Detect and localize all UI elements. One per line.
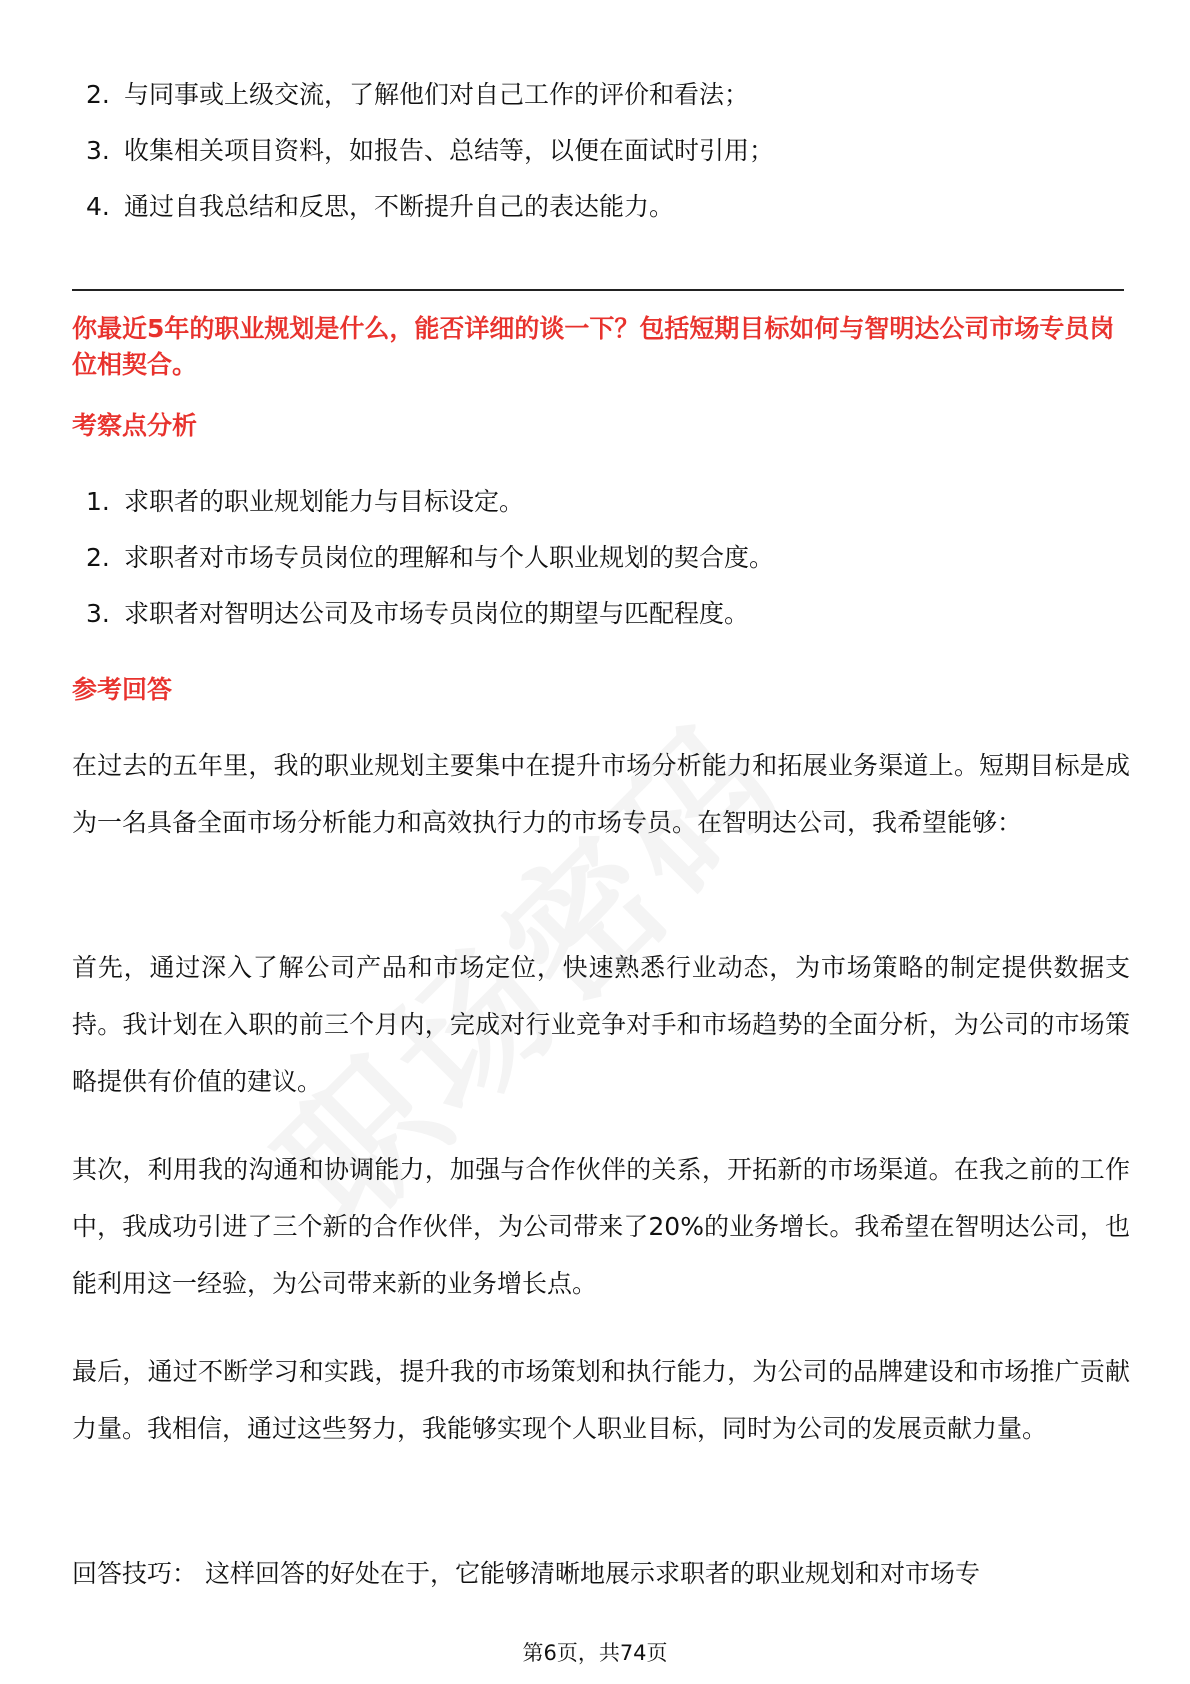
answer-tip-paragraph: 回答技巧： 这样回答的好处在于，它能够清晰地展示求职者的职业规划和对市场专: [72, 1559, 980, 1588]
list-number: 2.: [86, 80, 110, 109]
list-text: 求职者对市场专员岗位的理解和与个人职业规划的契合度。: [124, 543, 775, 572]
list-item: [86, 484, 774, 519]
list-text: 与同事或上级交流，了解他们对自己工作的评价和看法；: [124, 80, 750, 109]
analysis-heading: 考察点分析: [72, 411, 198, 440]
list-item: [86, 540, 774, 575]
analysis-points-list: [86, 484, 774, 652]
interview-question: 你最近5年的职业规划是什么，能否详细的谈一下？包括短期目标如何与智明达公司市场专员岗位相契合。: [72, 314, 1115, 379]
section-divider: [72, 289, 1124, 291]
list-item: [86, 596, 774, 631]
list-number: 4.: [86, 192, 110, 221]
list-item: [86, 133, 774, 168]
list-item: [86, 77, 774, 112]
list-text: 通过自我总结和反思，不断提升自己的表达能力。: [124, 192, 675, 221]
answer-heading: 参考回答: [72, 675, 173, 704]
preparation-steps-list: [86, 77, 774, 245]
answer-paragraph: 最后，通过不断学习和实践，提升我的市场策划和执行能力，为公司的品牌建设和市场推广贡献力量。我相信，通过这些努力，我能够实现个人职业目标，同时为公司的发展贡献力量。: [72, 1357, 1130, 1443]
list-item: [86, 189, 774, 224]
answer-paragraph: 其次，利用我的沟通和协调能力，加强与合作伙伴的关系，开拓新的市场渠道。在我之前的工作中，我成功引进了三个新的合作伙伴，为公司带来了20%的业务增长。我希望在智明达公司，也能利用这一经验，为公司带来新的业务增长点。: [72, 1155, 1130, 1298]
page-number: 第6页，共74页: [522, 1641, 668, 1665]
list-text: 收集相关项目资料，如报告、总结等，以便在面试时引用；: [124, 136, 775, 165]
list-number: 2.: [86, 543, 110, 572]
list-text: 求职者的职业规划能力与目标设定。: [124, 487, 525, 516]
list-text: 求职者对智明达公司及市场专员岗位的期望与匹配程度。: [124, 599, 750, 628]
answer-paragraph: 首先，通过深入了解公司产品和市场定位，快速熟悉行业动态，为市场策略的制定提供数据支持。我计划在入职的前三个月内，完成对行业竞争对手和市场趋势的全面分析，为公司的市场策略提供有价值的建议。: [72, 953, 1130, 1096]
answer-paragraph: 在过去的五年里，我的职业规划主要集中在提升市场分析能力和拓展业务渠道上。短期目标是成为一名具备全面市场分析能力和高效执行力的市场专员。在智明达公司，我希望能够：: [72, 751, 1130, 837]
list-number: 3.: [86, 136, 110, 165]
list-number: 3.: [86, 599, 110, 628]
list-number: 1.: [86, 487, 110, 516]
